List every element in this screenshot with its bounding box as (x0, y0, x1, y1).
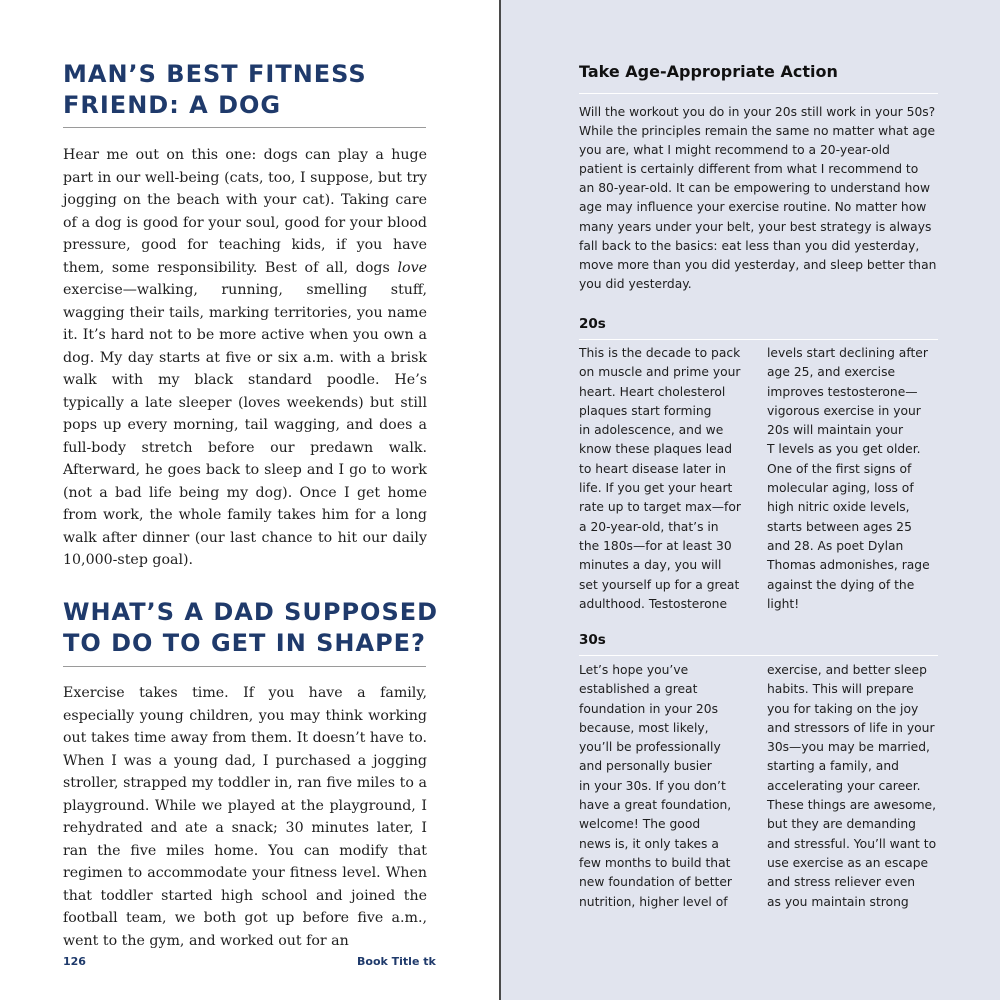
column-line: in adolescence, and we (579, 423, 724, 438)
column-line: starting a family, and (767, 759, 899, 774)
section-heading-dad-shape: WHAT’S A DAD SUPPOSED TO DO TO GET IN SHAPE? (63, 598, 439, 657)
paragraph-dad-shape: Exercise takes time. If you have a family, especially young children, you may think working out takes time away from them. It doesn’t have to. When I was a young dad, I purchased a jogging stroller, strapped my toddler in, ran five miles to a playground. While we played at the playground, I rehydrated and ate a snack; 30 minutes later, I ran the five miles home. You can modify that regimen to accommodate your fitness level. When that toddler started high school and joined the football team, we both got up before five a.m., went to the gym, and worked out for an (63, 685, 427, 949)
column-line: high nitric oxide levels, (767, 500, 910, 515)
subheading-20s: 20s (579, 316, 606, 332)
column-line: accelerating your career. (767, 778, 921, 793)
sidebar-rule (579, 339, 938, 340)
column-line: established a great (579, 682, 698, 697)
column-line: but they are demanding (767, 817, 916, 832)
column-line: you for taking on the joy (767, 701, 919, 716)
column-line: heart. Heart cholesterol (579, 384, 726, 399)
paragraph-text: Hear me out on this one: dogs can play a huge part in our well-being (cats, too, I suppose, but try jogging on the beach with your cat). Taking care of a dog is good for your soul, good for your blood pressure, good for teaching kids, if you have them, some responsibility. Best of all, dogs (63, 147, 427, 276)
section-heading-dog-fitness: MAN’S BEST FITNESS FRIEND: A DOG (63, 60, 367, 119)
column-line: adulthood. Testosterone (579, 596, 728, 611)
column-line: have a great foundation, (579, 798, 732, 813)
column-line: nutrition, higher level of (579, 894, 728, 909)
column-line: improves testosterone— (767, 384, 918, 399)
column-line: One of the first signs of (767, 461, 912, 476)
column-line: light! (767, 596, 800, 611)
column-line: few months to build that (579, 855, 731, 870)
column-line: and stressors of life in your (767, 720, 935, 735)
heading-rule (63, 127, 426, 128)
section-30s-column-2 (767, 661, 942, 912)
column-line: and personally busier (579, 759, 712, 774)
column-line: vigorous exercise in your (767, 403, 921, 418)
column-line: exercise, and better sleep (767, 663, 927, 677)
column-line: foundation in your 20s (579, 701, 718, 716)
column-line: and stressful. You’ll want to (767, 836, 937, 851)
column-line: the 180s—for at least 30 (579, 538, 732, 553)
column-line: use exercise as an escape (767, 855, 929, 870)
column-line: starts between ages 25 (767, 519, 912, 534)
emphasis-text: love (397, 259, 427, 276)
column-line: minutes a day, you will (579, 558, 722, 573)
column-line: on muscle and prime your (579, 365, 741, 380)
sidebar-rule (579, 93, 938, 94)
column-line: and 28. As poet Dylan (767, 538, 904, 553)
column-line: set yourself up for a great (579, 577, 740, 592)
section-20s-column-1 (579, 344, 749, 614)
column-line: against the dying of the (767, 577, 915, 592)
column-line: rate up to target max—for (579, 500, 741, 515)
column-line: life. If you get your heart (579, 481, 733, 496)
column-line: to heart disease later in (579, 461, 727, 476)
left-page (0, 0, 499, 1000)
column-line: age 25, and exercise (767, 365, 896, 380)
column-line: Let’s hope you’ve (579, 663, 689, 677)
heading-rule (63, 666, 426, 667)
page-number: 126 (63, 955, 86, 968)
paragraph-text: exercise—walking, running, smelling stuff, wagging their tails, marking territories, you name it. It’s hard not to be more active when you own a dog. My day starts at five or six a.m. with a brisk walk with my black standard poodle. He’s typically a late sleeper (loves weekends) but still pops up every morning, tail wagging, and does a full-body stretch before our predawn walk. Afterward, he goes back to sleep and I go to work (not a bad life being my dog). Once I get home from work, the whole family takes him for a long walk after dinner (our last chance to hit our daily 10,000-step goal). (63, 282, 427, 568)
subheading-30s: 30s (579, 632, 606, 648)
column-line: plaques start forming (579, 403, 712, 418)
running-title: Book Title tk (357, 955, 436, 968)
section-30s-column-1 (579, 661, 749, 912)
paragraph-dog-fitness (63, 144, 427, 572)
column-line: new foundation of better (579, 875, 732, 890)
column-line: welcome! The good (579, 817, 701, 832)
column-line: Thomas admonishes, rage (767, 558, 930, 573)
column-line: as you maintain strong (767, 894, 909, 909)
column-line: molecular aging, loss of (767, 481, 914, 496)
column-line: levels start declining after (767, 346, 928, 360)
section-20s-column-2 (767, 344, 942, 614)
column-line: 30s—you may be married, (767, 740, 930, 755)
column-line: These things are awesome, (767, 798, 937, 813)
column-line: 20s will maintain your (767, 423, 904, 438)
column-line: know these plaques lead (579, 442, 733, 457)
column-line: a 20-year-old, that’s in (579, 519, 719, 534)
column-line: news is, it only takes a (579, 836, 719, 851)
sidebar-rule (579, 655, 938, 656)
column-line: This is the decade to pack (579, 346, 741, 360)
column-line: in your 30s. If you don’t (579, 778, 726, 793)
column-line: habits. This will prepare (767, 682, 914, 697)
column-line: because, most likely, (579, 720, 709, 735)
column-line: you’ll be professionally (579, 740, 721, 755)
sidebar-intro: Will the workout you do in your 20s still work in your 50s? While the principles remain the same no matter what age you are, what I might recommend to a 20-year-old patient is certainly different from what I recommend to an 80-year-old. It can be empowering to understand how age may influence your exercise routine. No matter how many years under your belt, your best strategy is always fall back to the basics: eat less than you did yesterday, move more than you did yesterday, and sleep better than you did yesterday. (579, 105, 937, 291)
sidebar-title: Take Age-Appropriate Action (579, 62, 838, 81)
column-line: and stress reliever even (767, 875, 916, 890)
column-line: T levels as you get older. (767, 442, 921, 457)
